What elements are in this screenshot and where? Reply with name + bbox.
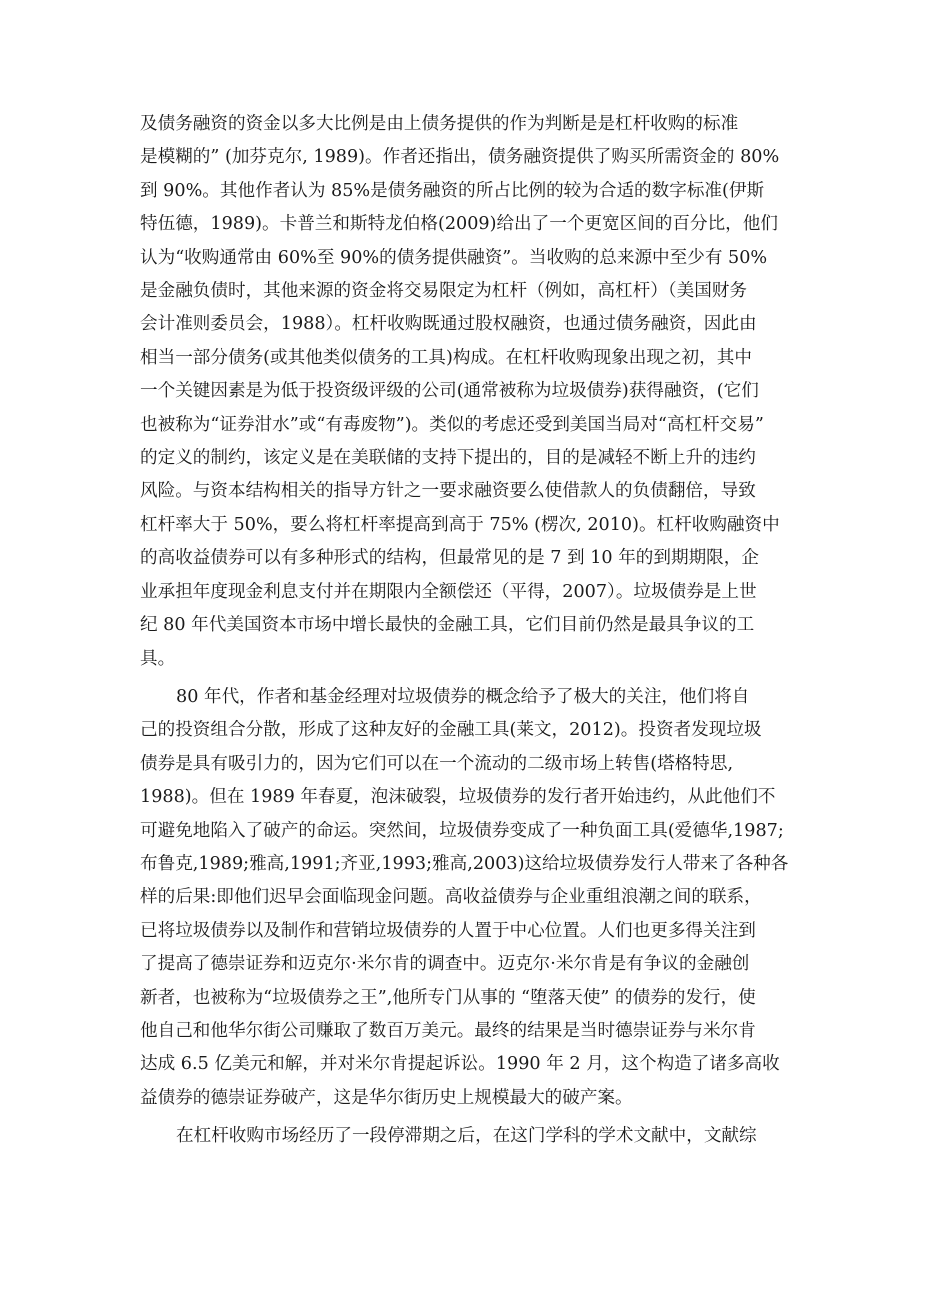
text-line: 及债务融资的资金以多大比例是由上债务提供的作为判断是是杠杆收购的标准 <box>140 114 739 134</box>
text-line: 一个关键因素是为低于投资级评级的公司(通常被称为垃圾债券)获得融资，(它们 <box>140 381 759 402</box>
text-line: 1988)。但在 1989 年春夏，泡沫破裂，垃圾债券的发行者开始违约，从此他们不 <box>140 787 776 808</box>
text-line: 了提高了德崇证券和迈克尔·米尔肯的调查中。迈克尔·米尔肯是有争议的金融创 <box>140 954 750 975</box>
body-text <box>140 108 792 1159</box>
text-line: 纪 80 年代美国资本市场中增长最快的金融工具，它们目前仍然是最具争议的工 <box>140 615 755 636</box>
text-line: 风险。与资本结构相关的指导方针之一要求融资要么使借款人的负债翻倍，导致 <box>140 481 756 502</box>
text-line: 样的后果:即他们迟早会面临现金问题。高收益债券与企业重组浪潮之间的联系， <box>140 887 762 908</box>
text-line: 债券是具有吸引力的，因为它们可以在一个流动的二级市场上转售(塔格特思, <box>140 753 734 774</box>
text-line: 相当一部分债务(或其他类似债务的工具)构成。在杠杆收购现象出现之初，其中 <box>140 347 752 368</box>
text-line: 是模糊的” (加芬克尔, 1989)。作者还指出，债务融资提供了购买所需资金的 80% <box>140 147 780 168</box>
text-line: 益债券的德崇证券破产，这是华尔街历史上规模最大的破产案。 <box>140 1087 633 1108</box>
text-line: 的高收益债券可以有多种形式的结构，但最常见的是 7 到 10 年的到期期限，企 <box>140 548 759 569</box>
text-line: 到 90%。其他作者认为 85%是债务融资的所占比例的较为合适的数字标准(伊斯 <box>140 180 765 201</box>
text-line: 已将垃圾债券以及制作和营销垃圾债券的人置于中心位置。人们也更多得关注到 <box>140 920 756 941</box>
text-line: 认为“收购通常由 60%至 90%的债务提供融资”。当收购的总来源中至少有 50% <box>140 247 768 268</box>
text-line: 在杠杆收购市场经历了一段停滞期之后，在这门学科的学术文献中，文献综 <box>176 1126 757 1147</box>
text-line: 具。 <box>140 648 176 669</box>
text-line: 新者，也被称为“垃圾债券之王”,他所专门从事的 “堕落天使” 的债券的发行，使 <box>140 987 756 1008</box>
text-line: 可避免地陷入了破产的命运。突然间，垃圾债券变成了一种负面工具(爱德华,1987; <box>140 820 784 841</box>
text-line: 达成 6.5 亿美元和解，并对米尔肯提起诉讼。1990 年 2 月，这个构造了诸多高收 <box>140 1054 780 1075</box>
text-line: 的定义的制约，该定义是在美联储的支持下提出的，目的是减轻不断上升的违约 <box>140 448 756 469</box>
text-line: 会计准则委员会，1988）。杠杆收购既通过股权融资，也通过债务融资，因此由 <box>140 314 757 335</box>
paragraph-1 <box>140 108 792 676</box>
text-line: 布鲁克,1989;雅高,1991;齐亚,1993;雅高,2003)这给垃圾债券发行人带来了各种各 <box>140 853 789 874</box>
text-line: 杠杆率大于 50%，要么将杠杆率提高到高于 75% (楞次, 2010)。杠杆收购融资中 <box>140 514 780 535</box>
paragraph-3 <box>140 1120 792 1153</box>
text-line: 也被称为“证券泔水”或“有毒废物”)。类似的考虑还受到美国当局对“高杠杆交易” <box>140 414 764 435</box>
text-line: 他自己和他华尔街公司赚取了数百万美元。最终的结果是当时德崇证券与米尔肯 <box>140 1020 756 1041</box>
text-line: 己的投资组合分散，形成了这种友好的金融工具(莱文，2012)。投资者发现垃圾 <box>140 720 762 741</box>
paragraph-2 <box>140 681 792 1115</box>
text-line: 80 年代，作者和基金经理对垃圾债券的概念给予了极大的关注，他们将自 <box>176 686 750 707</box>
text-line: 业承担年度现金利息支付并在期限内全额偿还（平得，2007）。垃圾债券是上世 <box>140 581 757 602</box>
text-line: 是金融负债时，其他来源的资金将交易限定为杠杆（例如，高杠杆）（美国财务 <box>140 281 747 302</box>
text-line: 特伍德，1989)。卡普兰和斯特龙伯格(2009)给出了一个更宽区间的百分比，他们 <box>140 214 778 235</box>
